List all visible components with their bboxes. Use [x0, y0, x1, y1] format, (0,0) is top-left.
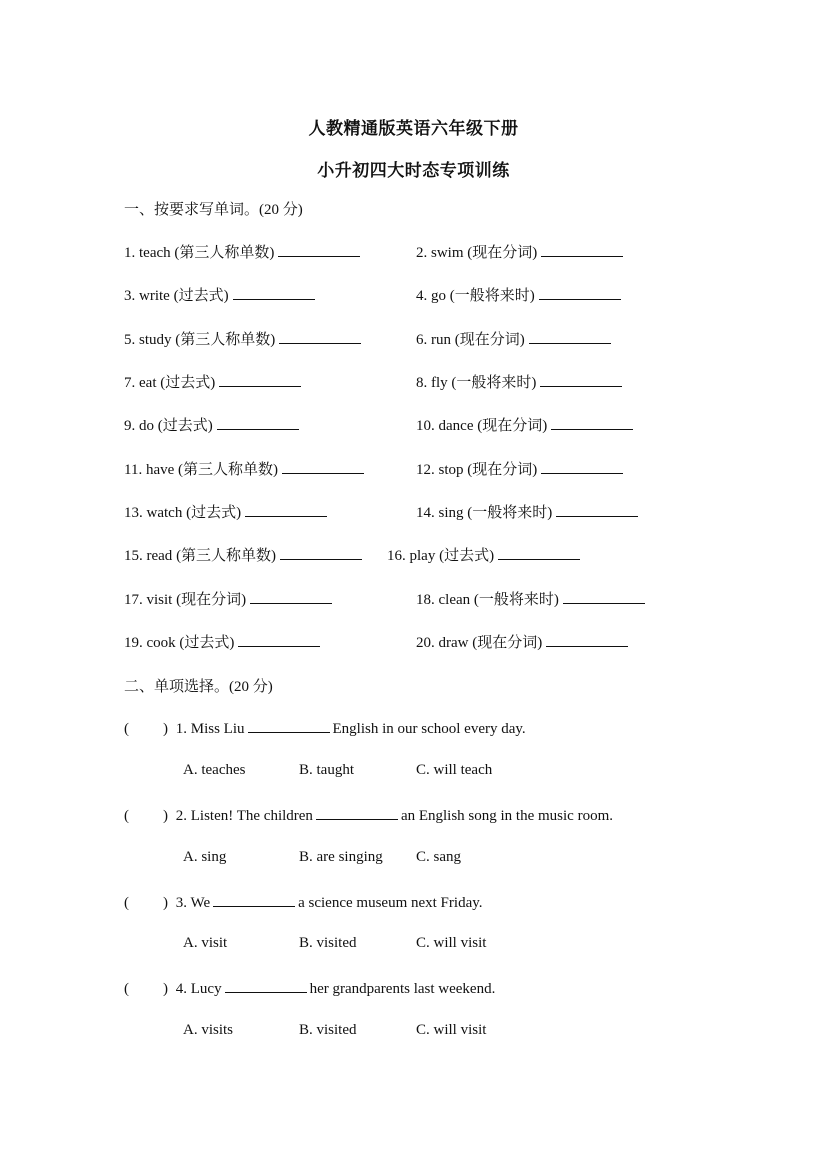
paren-close: ) — [163, 721, 168, 737]
word-item — [124, 285, 315, 306]
item-requirement: (现在分词) — [176, 592, 247, 608]
word-item — [124, 502, 327, 523]
item-word: play — [409, 548, 436, 564]
item-word: watch — [146, 505, 183, 521]
answer-blank — [213, 892, 295, 907]
item-number: 17. — [124, 592, 143, 608]
item-number: 16. — [387, 548, 406, 564]
answer-blank — [225, 978, 307, 993]
item-number: 13. — [124, 505, 143, 521]
option-a: A. teaches — [183, 762, 246, 778]
item-number: 1. — [124, 245, 136, 261]
item-word: run — [431, 332, 451, 348]
word-item — [416, 415, 633, 436]
answer-blank[interactable] — [278, 242, 360, 257]
answer-blank[interactable] — [219, 372, 301, 387]
item-word: do — [139, 418, 154, 434]
item-requirement: (现在分词) — [467, 245, 538, 261]
item-number: 14. — [416, 505, 435, 521]
question-text: We — [190, 895, 211, 911]
answer-blank[interactable] — [551, 415, 633, 430]
answer-blank[interactable] — [245, 502, 327, 517]
answer-blank[interactable] — [541, 459, 623, 474]
item-requirement: (一般将来时) — [449, 288, 535, 304]
page-title: 人教精通版英语六年级下册 — [308, 119, 519, 138]
mc-question — [124, 978, 495, 999]
mc-question — [124, 718, 526, 739]
option-c: C. sang — [416, 849, 461, 865]
item-number: 9. — [124, 418, 136, 434]
item-number: 20. — [416, 635, 435, 651]
item-word: visit — [146, 592, 173, 608]
option-c: C. will teach — [416, 762, 493, 778]
item-number: 2. — [416, 245, 428, 261]
item-number: 5. — [124, 332, 136, 348]
mc-question — [124, 805, 613, 826]
word-item — [124, 459, 364, 480]
item-word: eat — [139, 375, 157, 391]
paren-open: ( — [124, 895, 129, 911]
question-text: Lucy — [190, 981, 222, 997]
option-a: A. sing — [183, 849, 227, 865]
answer-blank[interactable] — [279, 329, 361, 344]
section-heading-2: 二、单项选择。(20 分) — [124, 679, 273, 695]
answer-blank[interactable] — [556, 502, 638, 517]
item-number: 7. — [124, 375, 136, 391]
item-number: 6. — [416, 332, 428, 348]
word-item — [416, 502, 638, 523]
option-c: C. will visit — [416, 1022, 487, 1038]
answer-blank[interactable] — [282, 459, 364, 474]
paren-close: ) — [163, 895, 168, 911]
item-word: swim — [431, 245, 464, 261]
item-requirement: (过去式) — [179, 635, 235, 651]
answer-blank[interactable] — [539, 285, 621, 300]
item-number: 4. — [416, 288, 428, 304]
option-b: B. visited — [299, 1022, 357, 1038]
item-word: sing — [438, 505, 464, 521]
item-number: 8. — [416, 375, 428, 391]
answer-paren[interactable] — [124, 719, 172, 739]
paren-open: ( — [124, 808, 129, 824]
item-word: fly — [431, 375, 448, 391]
word-item — [416, 329, 611, 350]
item-requirement: (第三人称单数) — [175, 332, 276, 348]
question-text: a science museum next Friday. — [298, 895, 483, 911]
item-word: study — [139, 332, 172, 348]
answer-paren[interactable] — [124, 979, 172, 999]
question-number: 3. — [175, 895, 187, 911]
word-item — [124, 545, 362, 566]
item-number: 11. — [124, 462, 143, 478]
question-text: her grandparents last weekend. — [309, 981, 496, 997]
item-requirement: (一般将来时) — [473, 592, 559, 608]
word-item — [416, 285, 621, 306]
item-requirement: (过去式) — [157, 418, 213, 434]
paren-open: ( — [124, 981, 129, 997]
word-item — [416, 632, 628, 653]
item-requirement: (现在分词) — [467, 462, 538, 478]
item-requirement: (过去式) — [173, 288, 229, 304]
option-a: A. visits — [183, 1022, 234, 1038]
paren-open: ( — [124, 721, 129, 737]
item-requirement: (第三人称单数) — [178, 462, 279, 478]
question-text: English in our school every day. — [332, 721, 526, 737]
answer-blank[interactable] — [563, 589, 645, 604]
word-item — [387, 545, 580, 566]
answer-blank[interactable] — [250, 589, 332, 604]
item-requirement: (现在分词) — [472, 635, 543, 651]
question-text: Listen! The children — [190, 808, 313, 824]
item-word: teach — [139, 245, 171, 261]
word-item — [124, 632, 320, 653]
item-requirement: (一般将来时) — [451, 375, 537, 391]
item-number: 12. — [416, 462, 435, 478]
item-word: stop — [438, 462, 464, 478]
answer-blank[interactable] — [546, 632, 628, 647]
word-item — [124, 242, 360, 263]
item-number: 3. — [124, 288, 136, 304]
word-item — [416, 459, 623, 480]
item-word: read — [146, 548, 173, 564]
word-item — [416, 242, 623, 263]
answer-blank[interactable] — [238, 632, 320, 647]
item-number: 19. — [124, 635, 143, 651]
answer-blank — [316, 805, 398, 820]
answer-blank[interactable] — [498, 545, 580, 560]
answer-blank[interactable] — [280, 545, 362, 560]
item-requirement: (过去式) — [160, 375, 216, 391]
word-item — [124, 372, 301, 393]
answer-blank[interactable] — [217, 415, 299, 430]
item-requirement: (一般将来时) — [467, 505, 553, 521]
word-item — [416, 589, 645, 610]
answer-paren[interactable] — [124, 893, 172, 913]
option-b: B. visited — [299, 935, 357, 951]
question-number: 1. — [175, 721, 187, 737]
item-requirement: (过去式) — [439, 548, 495, 564]
answer-blank[interactable] — [529, 329, 611, 344]
item-word: write — [139, 288, 170, 304]
paren-close: ) — [163, 981, 168, 997]
item-requirement: (第三人称单数) — [174, 245, 275, 261]
paren-close: ) — [163, 808, 168, 824]
word-item — [124, 329, 361, 350]
item-requirement: (过去式) — [186, 505, 242, 521]
item-number: 10. — [416, 418, 435, 434]
word-item — [124, 589, 332, 610]
word-item — [124, 415, 299, 436]
question-text: Miss Liu — [190, 721, 245, 737]
item-word: cook — [146, 635, 176, 651]
page-subtitle: 小升初四大时态专项训练 — [317, 161, 510, 180]
item-word: clean — [438, 592, 471, 608]
item-word: draw — [438, 635, 469, 651]
item-number: 15. — [124, 548, 143, 564]
item-word: have — [145, 462, 175, 478]
answer-blank[interactable] — [233, 285, 315, 300]
question-number: 4. — [175, 981, 187, 997]
item-requirement: (现在分词) — [477, 418, 548, 434]
option-b: B. are singing — [299, 849, 383, 865]
answer-blank — [248, 718, 330, 733]
item-word: dance — [438, 418, 474, 434]
item-number: 18. — [416, 592, 435, 608]
answer-blank[interactable] — [540, 372, 622, 387]
word-item — [416, 372, 622, 393]
item-word: go — [431, 288, 446, 304]
question-text: an English song in the music room. — [400, 808, 614, 824]
option-b: B. taught — [299, 762, 354, 778]
item-requirement: (第三人称单数) — [176, 548, 277, 564]
answer-blank[interactable] — [541, 242, 623, 257]
question-number: 2. — [175, 808, 187, 824]
section-heading-1: 一、按要求写单词。(20 分) — [124, 202, 303, 218]
option-c: C. will visit — [416, 935, 487, 951]
mc-question — [124, 892, 483, 913]
option-a: A. visit — [183, 935, 228, 951]
item-requirement: (现在分词) — [454, 332, 525, 348]
answer-paren[interactable] — [124, 806, 172, 826]
